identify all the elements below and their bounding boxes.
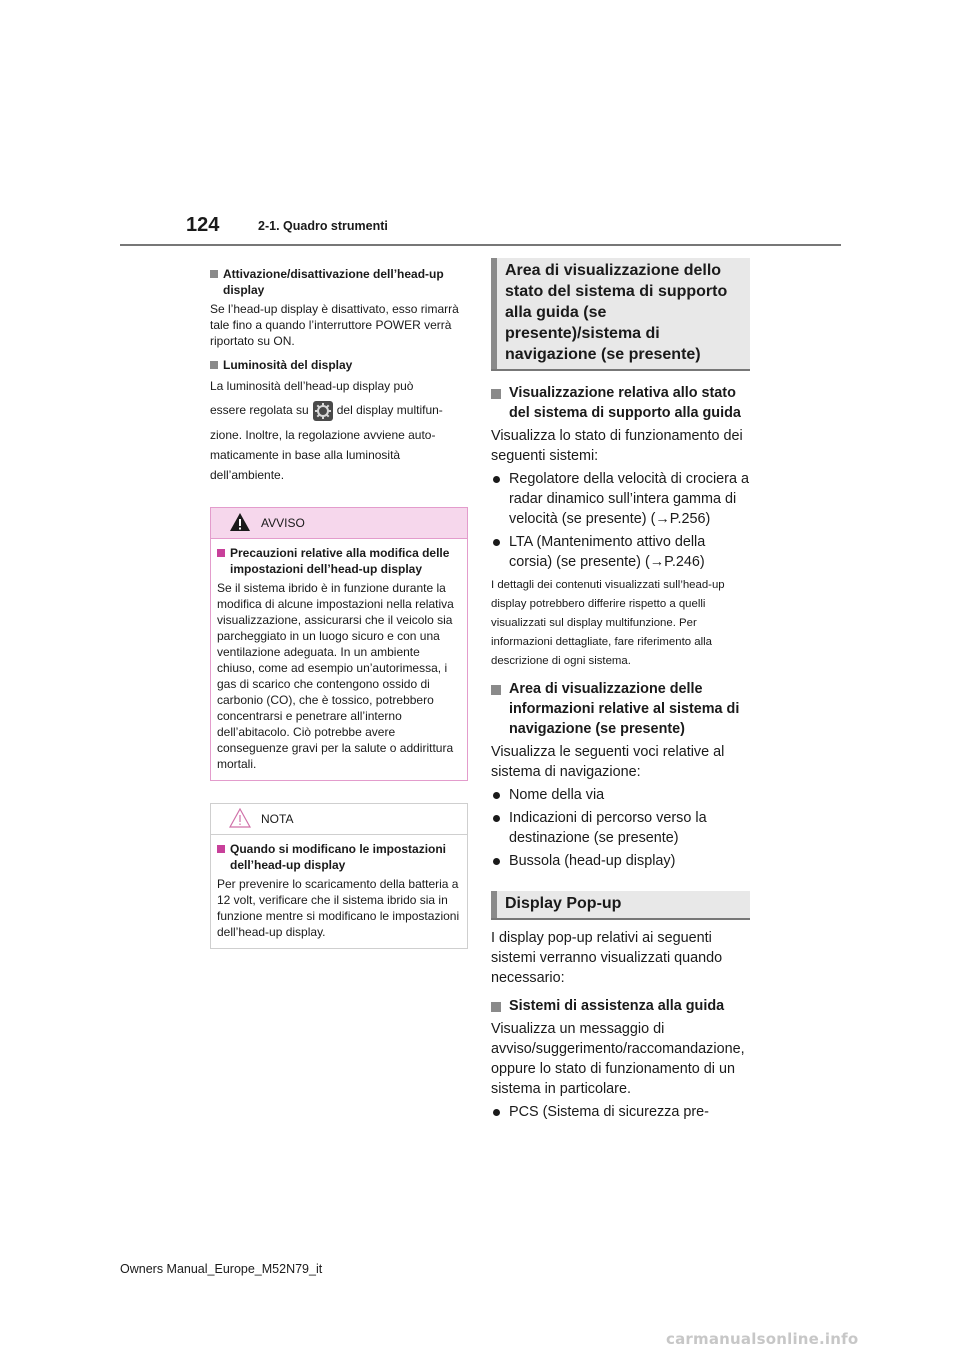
square-bullet-icon bbox=[217, 845, 225, 853]
brightness-heading: Luminosità del display bbox=[210, 357, 468, 373]
list-item: LTA (Mantenimento attivo della corsia) (se presente) (→P.246) bbox=[491, 532, 750, 572]
warning-text: Se il sistema ibrido è in funzione durante la modifica di alcune impostazioni nella relativa visualizzazione, assicurarsi che il veicolo sia parcheggiato in un luogo sicuro e con una ventilazione adeguata. In un ambiente chiuso, come ad esempio un’autorimessa, i gas di scarico che contengono ossido di carbonio (CO), che è tossico, potrebbero concentrarsi e penetrare all’interno dell’abitacolo. Ciò potrebbe avere conseguenze gravi per la salute o addirittura mortali. bbox=[217, 580, 454, 771]
square-bullet-icon bbox=[491, 389, 501, 399]
settings-gear-icon bbox=[313, 401, 333, 421]
support-intro: Visualizza lo stato di funzionamento dei seguenti sistemi: bbox=[491, 428, 743, 464]
popup-intro: I display pop-up relativi ai seguenti sistemi verranno visualizzati quando necessario: bbox=[491, 930, 723, 986]
navigation-intro: Visualizza le seguenti voci relative al sistema di navigazione: bbox=[491, 744, 725, 780]
activation-text: Se l’head-up display è disattivato, esso rimarrà tale fino a quando l’interruttore POWER verrà riportato su ON. bbox=[210, 302, 459, 348]
warning-label: AVVISO bbox=[261, 515, 305, 530]
note-box bbox=[210, 803, 468, 949]
warning-box bbox=[210, 507, 468, 781]
watermark: carmanualsonline.info bbox=[666, 1330, 859, 1348]
area-heading: Area di visualizzazione dello stato del sistema di supporto alla guida (se presente)/sistema di navigazione (se presente) bbox=[491, 258, 750, 371]
support-heading: Visualizzazione relativa allo stato del sistema di supporto alla guida bbox=[491, 383, 750, 423]
popup-heading: Display Pop-up bbox=[491, 891, 750, 920]
bullet-dot-icon bbox=[493, 815, 500, 822]
list-item: Regolatore della velocità di crociera a radar dinamico sull’intera gamma di velocità (se presente) (→P.256) bbox=[491, 469, 750, 529]
right-column bbox=[491, 258, 750, 1122]
bullet-dot-icon bbox=[493, 792, 500, 799]
bullet-dot-icon bbox=[493, 539, 500, 546]
square-bullet-icon bbox=[217, 549, 225, 557]
square-bullet-icon bbox=[491, 685, 501, 695]
assist-text: Visualizza un messaggio di avviso/suggerimento/raccomandazione, oppure lo stato di funzionamento di un sistema in particolare. bbox=[491, 1021, 745, 1097]
warning-triangle-icon bbox=[229, 512, 251, 532]
note-label: NOTA bbox=[261, 811, 294, 826]
square-bullet-icon bbox=[491, 1002, 501, 1012]
list-item: PCS (Sistema di sicurezza pre- bbox=[491, 1102, 750, 1122]
bullet-dot-icon bbox=[493, 1109, 500, 1116]
footer: Owners Manual_Europe_M52N79_it bbox=[120, 1262, 323, 1276]
list-item: Indicazioni di percorso verso la destinazione (se presente) bbox=[491, 808, 750, 848]
bullet-dot-icon bbox=[493, 858, 500, 865]
bullet-dot-icon bbox=[493, 476, 500, 483]
page-number: 124 bbox=[186, 214, 220, 236]
note-text: Per prevenire lo scaricamento della batteria a 12 volt, verificare che il sistema ibrido sia in funzione mentre si modificano le impostazioni dell’head-up display. bbox=[217, 876, 460, 939]
assist-heading: Sistemi di assistenza alla guida bbox=[491, 996, 750, 1016]
brightness-text: La luminosità dell’head-up display può essere regolata su del display multifun- zione. Inoltre, la regolazione avviene auto- maticamente in base alla luminosità dell’ambiente. bbox=[210, 379, 443, 482]
activation-heading: Attivazione/disattivazione dell’head-up display bbox=[210, 266, 468, 298]
square-bullet-icon bbox=[210, 270, 218, 278]
section-title: 2-1. Quadro strumenti bbox=[258, 219, 388, 233]
navigation-heading: Area di visualizzazione delle informazioni relative al sistema di navigazione (se presente) bbox=[491, 679, 750, 739]
note-heading: Quando si modificano le impostazioni dell’head-up display bbox=[217, 841, 461, 873]
left-column bbox=[210, 266, 468, 949]
warning-heading: Precauzioni relative alla modifica delle impostazioni dell’head-up display bbox=[217, 545, 461, 577]
support-note: I dettagli dei contenuti visualizzati sull’head-up display potrebbero differire rispetto a quelli visualizzati sul display multifunzione. Per informazioni dettagliate, fare riferimento alla descrizione di ogni sistema. bbox=[491, 579, 725, 667]
header-divider bbox=[120, 244, 841, 246]
list-item: Bussola (head-up display) bbox=[491, 851, 750, 871]
caution-triangle-icon bbox=[229, 808, 251, 828]
square-bullet-icon bbox=[210, 361, 218, 369]
list-item: Nome della via bbox=[491, 785, 750, 805]
